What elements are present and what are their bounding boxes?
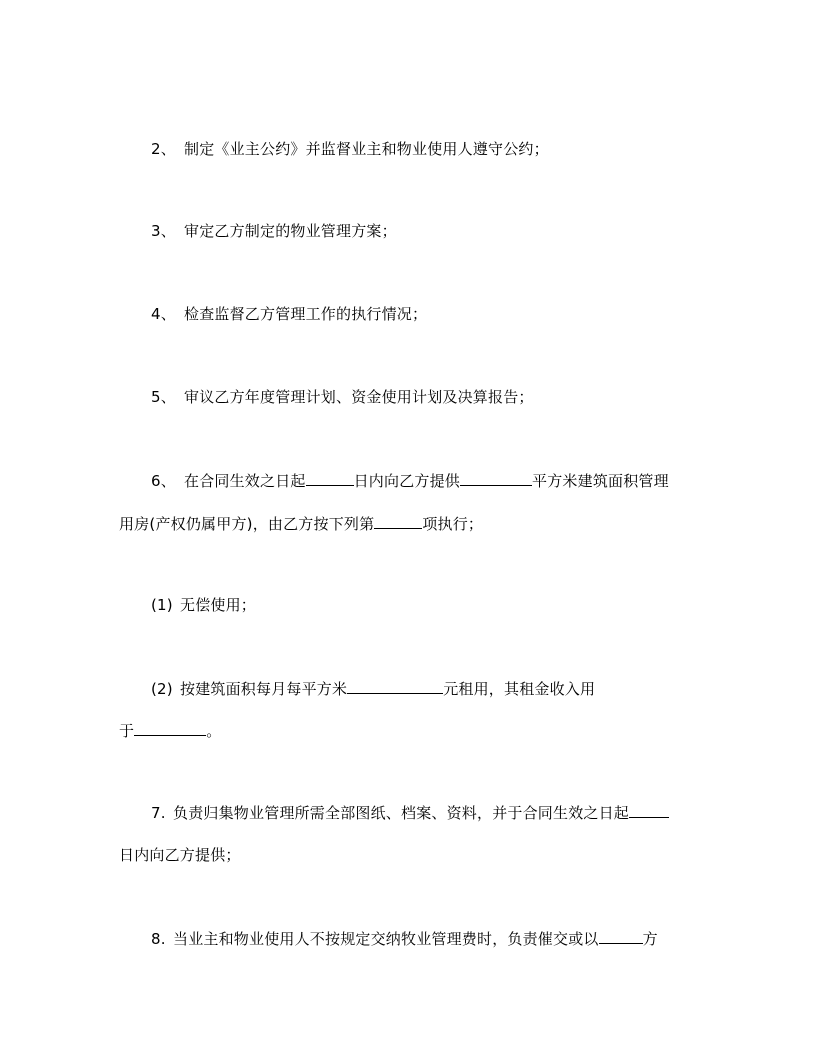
clause-text: 当业主和物业使用人不按规定交纳牧业管理费时，负责催交或以 [173, 930, 599, 948]
clause-text: 日内向乙方提供； [119, 846, 241, 864]
clause-text: 在合同生效之日起 [184, 472, 306, 490]
clause-number: 5、 [151, 388, 176, 406]
clause-6 [151, 470, 669, 491]
clause-text: 日内向乙方提供 [353, 472, 461, 490]
sub-clause-1 [151, 595, 256, 615]
clause-number: 8. [151, 930, 166, 948]
clause-3 [151, 221, 397, 241]
clause-7 [151, 802, 669, 823]
clause-text: 按建筑面积每月每平方米 [180, 680, 348, 698]
clause-text: 元租用，其租金收入用 [443, 680, 596, 698]
clause-text: 平方米建筑面积管理 [532, 472, 669, 490]
clause-5 [151, 387, 534, 407]
clause-number: (2) [151, 680, 173, 698]
fill-in-blank [460, 470, 532, 486]
sub-clause-2 [151, 678, 595, 699]
clause-number: (1) [151, 596, 173, 614]
clause-text: 无偿使用； [180, 596, 257, 614]
clause-text: 检查监督乙方管理工作的执行情况； [184, 305, 428, 323]
sub-clause-2-continued [119, 720, 221, 741]
clause-text: 项执行； [422, 515, 484, 533]
clause-number: 2、 [151, 140, 176, 158]
clause-text: 负责归集物业管理所需全部图纸、档案、资料，并于合同生效之日起 [173, 804, 630, 822]
clause-number: 7. [151, 804, 166, 822]
fill-in-blank [347, 678, 443, 694]
clause-text: 于 [119, 722, 135, 740]
clause-number: 6、 [151, 472, 176, 490]
clause-text: 制定《业主公约》并监督业主和物业使用人遵守公约； [184, 140, 549, 158]
clause-text: 方 [642, 930, 658, 948]
clause-8 [151, 928, 658, 949]
clause-6-continued [119, 513, 483, 534]
clause-4 [151, 304, 427, 324]
clause-text: 。 [206, 722, 222, 740]
fill-in-blank [629, 802, 669, 818]
clause-2 [151, 139, 549, 159]
clause-7-continued [119, 845, 241, 865]
fill-in-blank [374, 513, 422, 529]
fill-in-blank [134, 720, 206, 736]
clause-number: 4、 [151, 305, 176, 323]
fill-in-blank [599, 928, 643, 944]
clause-text: 审议乙方年度管理计划、资金使用计划及决算报告； [184, 388, 534, 406]
clause-text: 用房(产权仍属甲方)，由乙方按下列第 [119, 515, 375, 533]
fill-in-blank [306, 470, 354, 486]
clause-text: 审定乙方制定的物业管理方案； [184, 222, 397, 240]
clause-number: 3、 [151, 222, 176, 240]
